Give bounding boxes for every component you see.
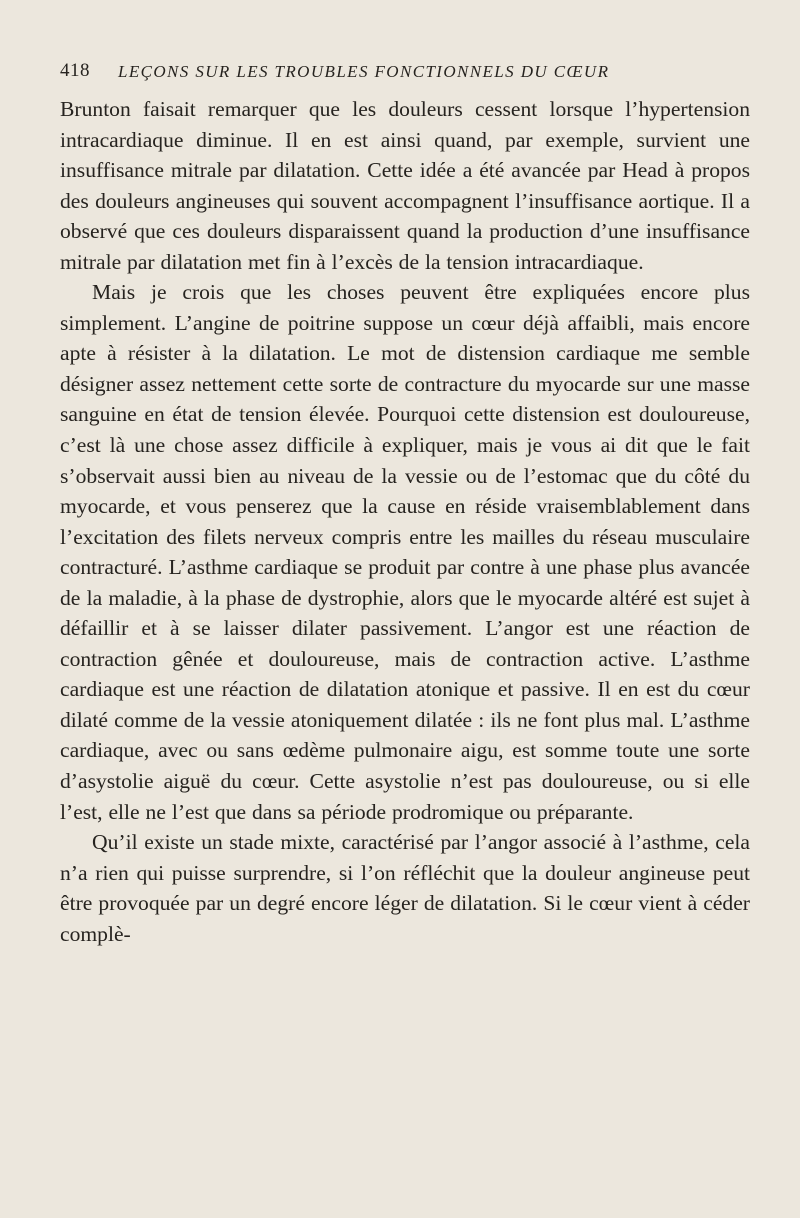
running-title: LEÇONS SUR LES TROUBLES FONCTIONNELS DU CŒUR: [118, 62, 610, 81]
paragraph-2: Mais je crois que les choses peuvent être expliquées encore plus simplement. L’angine de poitrine suppose un cœur déjà affaibli, mais encore apte à résister à la dilatation. Le mot de distension cardiaque me semble désigner assez nettement cette sorte de contracture du myocarde sur une masse sanguine en état de tension élevée. Pourquoi cette distension est douloureuse, c’est là une chose assez difficile à expliquer, mais je vous ai dit que le fait s’observait aussi bien au niveau de la vessie ou de l’estomac que du côté du myocarde, et vous penserez que la cause en réside vraisemblablement dans l’excitation des filets nerveux compris entre les mailles du réseau musculaire contracturé. L’asthme cardiaque se produit par contre à une phase plus avancée de la maladie, à la phase de dystrophie, alors que le myocarde altéré est sujet à défaillir et à se laisser dilater passivement. L’angor est une réaction de contraction gênée et douloureuse, mais de contraction active. L’asthme cardiaque est une réaction de dilatation atonique et passive. Il en est du cœur dilaté comme de la vessie atoniquement dilatée : ils ne font plus mal. L’asthme cardiaque, avec ou sans œdème pulmonaire aigu, est somme toute une sorte d’asystolie aiguë du cœur. Cette asystolie n’est pas douloureuse, ou si elle l’est, elle ne l’est que dans sa période prodromique ou préparante.: [60, 280, 750, 824]
page-number: 418: [60, 60, 90, 81]
paragraph-1: Brunton faisait remarquer que les douleurs cessent lorsque l’hypertension intracardiaque diminue. Il en est ainsi quand, par exemple, survient une insuffisance mitrale par dilatation. Cette idée a été avancée par Head à propos des douleurs angineuses qui souvent accompagnent l’insuffisance aortique. Il a observé que ces douleurs disparaissent quand la production d’une insuffisance mitrale par dilatation met fin à l’excès de la tension intracardiaque.: [60, 97, 750, 274]
paragraph-3: Qu’il existe un stade mixte, caractérisé par l’angor associé à l’asthme, cela n’a rien qui puisse surprendre, si l’on réfléchit que la douleur angineuse peut être provoquée par un degré encore léger de dilatation. Si le cœur vient à céder complè-: [60, 830, 750, 946]
page-header: [60, 60, 750, 84]
body-text: [60, 94, 750, 949]
